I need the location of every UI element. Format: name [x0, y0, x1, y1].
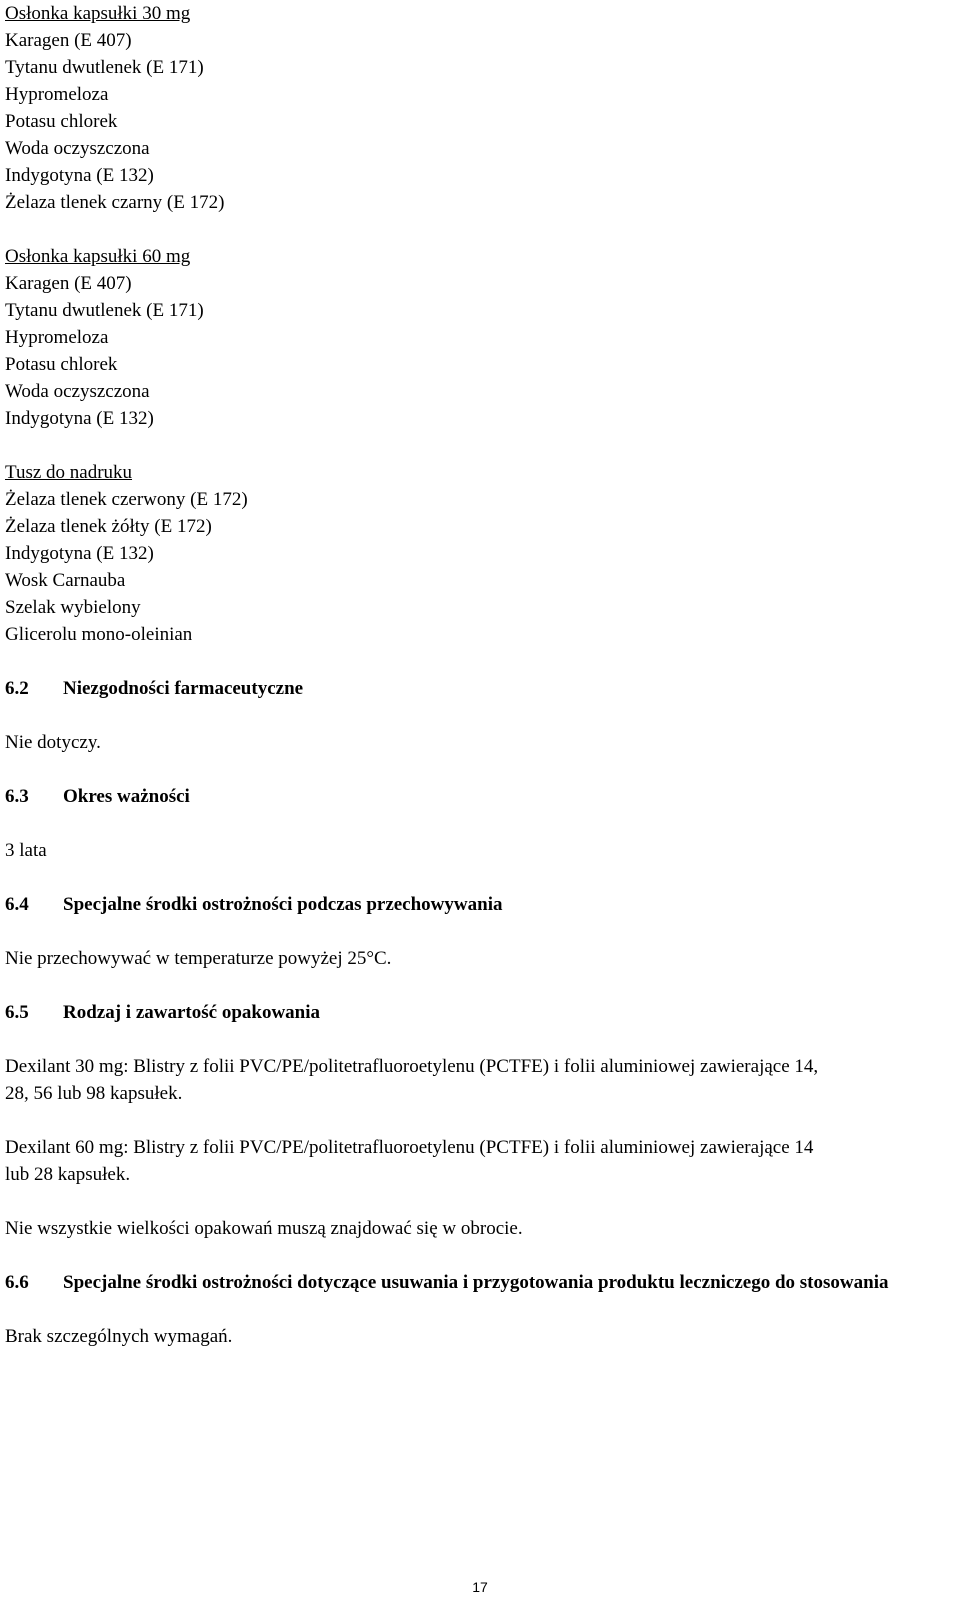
- section-heading: [5, 891, 945, 918]
- ingredient-item: Wosk Carnauba: [5, 570, 126, 591]
- ingredient-item: Indygotyna (E 132): [5, 165, 154, 186]
- page-number: 17: [472, 1579, 488, 1595]
- section-heading: [5, 1269, 945, 1296]
- section-paragraph: 3 lata: [5, 840, 47, 861]
- ingredient-item: Hypromeloza: [5, 84, 109, 105]
- ingredient-item: Żelaza tlenek żółty (E 172): [5, 516, 212, 537]
- ingredient-item: Tytanu dwutlenek (E 171): [5, 300, 204, 321]
- group-heading: Osłonka kapsułki 30 mg: [5, 3, 191, 24]
- section-paragraph: Dexilant 30 mg: Blistry z folii PVC/PE/politetrafluoroetylenu (PCTFE) i folii aluminiowej zawierające 14, 28, 56 lub 98 kapsułek.: [5, 1056, 819, 1104]
- section-title: Specjalne środki ostrożności dotyczące usuwania i przygotowania produktu leczniczego do stosowania: [63, 1272, 889, 1293]
- ingredient-item: Tytanu dwutlenek (E 171): [5, 57, 204, 78]
- ingredient-item: Woda oczyszczona: [5, 381, 150, 402]
- section-paragraph: Brak szczególnych wymagań.: [5, 1326, 233, 1347]
- ingredient-group: [5, 243, 945, 432]
- section-heading: [5, 999, 945, 1026]
- section-title: Okres ważności: [63, 786, 190, 807]
- ingredient-item: Hypromeloza: [5, 327, 109, 348]
- section-title: Rodzaj i zawartość opakowania: [63, 1002, 321, 1023]
- section-heading: [5, 783, 945, 810]
- section-heading: [5, 675, 945, 702]
- document-page: [5, 0, 945, 1377]
- section-number: 6.5: [5, 1002, 29, 1023]
- ingredient-group: [5, 0, 945, 216]
- ingredient-item: Żelaza tlenek czerwony (E 172): [5, 489, 248, 510]
- group-heading: Osłonka kapsułki 60 mg: [5, 246, 191, 267]
- ingredient-item: Potasu chlorek: [5, 354, 118, 375]
- ingredient-item: Karagen (E 407): [5, 30, 132, 51]
- ingredient-item: Indygotyna (E 132): [5, 408, 154, 429]
- section-title: Niezgodności farmaceutyczne: [63, 678, 304, 699]
- section-number: 6.4: [5, 894, 29, 915]
- ingredient-item: Indygotyna (E 132): [5, 543, 154, 564]
- section-number: 6.2: [5, 678, 29, 699]
- section-paragraph: Dexilant 60 mg: Blistry z folii PVC/PE/politetrafluoroetylenu (PCTFE) i folii aluminiowej zawierające 14 lub 28 kapsułek.: [5, 1137, 814, 1185]
- section-paragraph: Nie wszystkie wielkości opakowań muszą znajdować się w obrocie.: [5, 1218, 523, 1239]
- section-number: 6.3: [5, 786, 29, 807]
- ingredient-item: Glicerolu mono-oleinian: [5, 624, 193, 645]
- ingredient-item: Potasu chlorek: [5, 111, 118, 132]
- section-title: Specjalne środki ostrożności podczas przechowywania: [63, 894, 503, 915]
- ingredient-item: Żelaza tlenek czarny (E 172): [5, 192, 225, 213]
- section-paragraph: Nie przechowywać w temperaturze powyżej 25°C.: [5, 948, 392, 969]
- section-paragraph: Nie dotyczy.: [5, 732, 101, 753]
- ingredient-item: Karagen (E 407): [5, 273, 132, 294]
- ingredient-item: Szelak wybielony: [5, 597, 141, 618]
- group-heading: Tusz do nadruku: [5, 462, 133, 483]
- ingredient-item: Woda oczyszczona: [5, 138, 150, 159]
- ingredient-group: [5, 459, 945, 648]
- section-number: 6.6: [5, 1272, 29, 1293]
